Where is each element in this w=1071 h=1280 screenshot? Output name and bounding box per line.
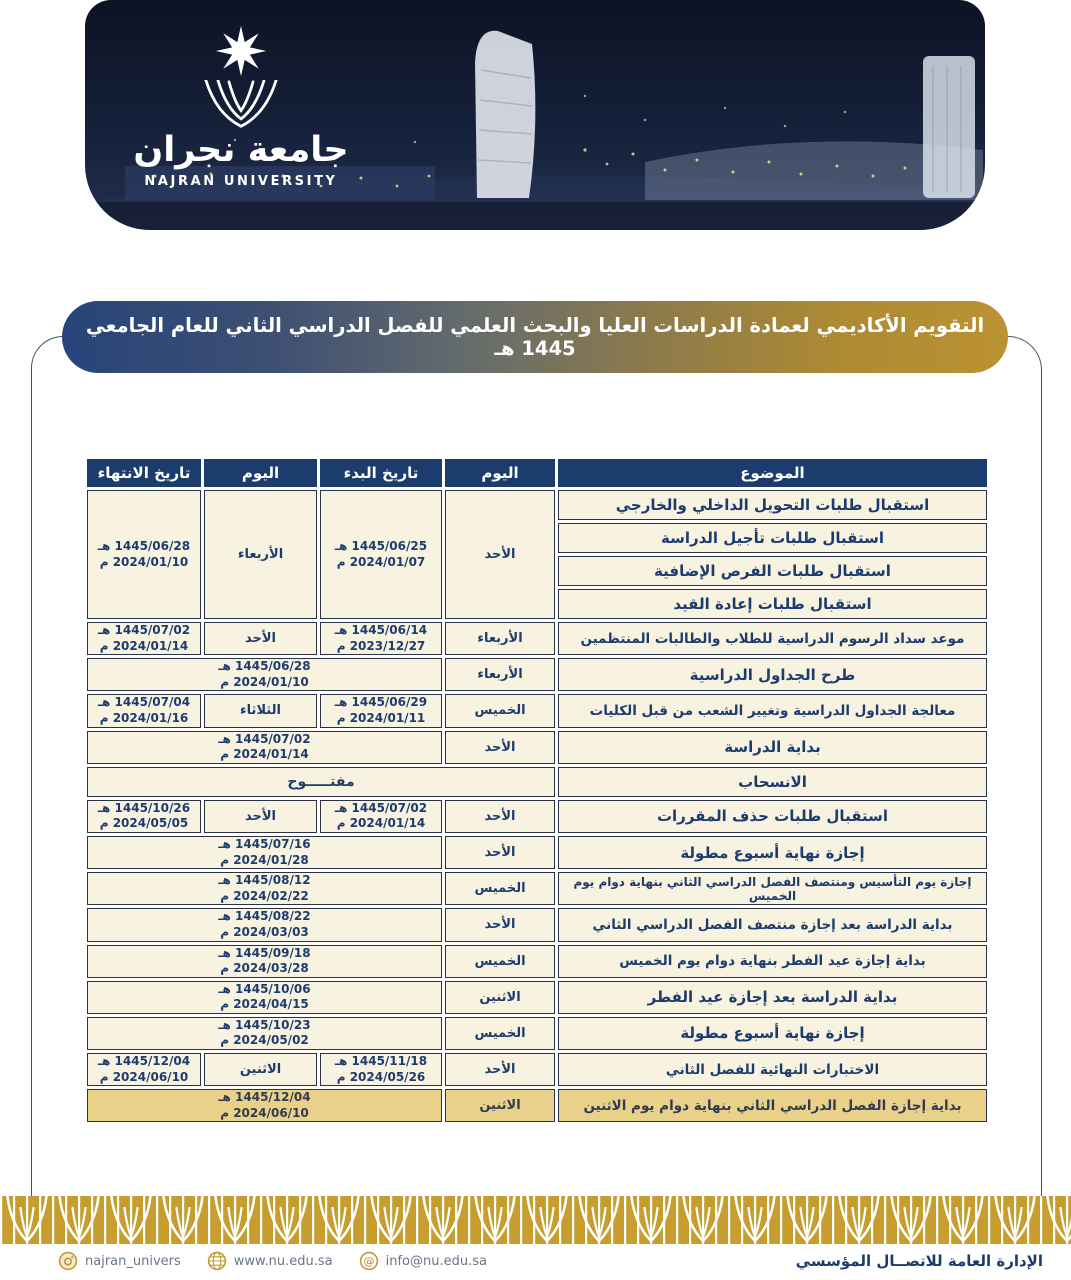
col-subject: الموضوع <box>558 459 987 487</box>
subject-cell: الاختبارات النهائية للفصل الثاني <box>558 1053 987 1086</box>
date-cell: 1445/12/04 هـ 2024/06/10 م <box>87 1053 201 1086</box>
right-connector-line <box>1008 336 1042 1197</box>
subject-cell: بداية الدراسة <box>558 731 987 764</box>
day-cell: الأحد <box>445 908 555 941</box>
table-header-row <box>87 459 987 487</box>
website-text: www.nu.edu.sa <box>233 1253 333 1269</box>
university-logo <box>125 22 357 189</box>
footer-department: الإدارة العامة للاتصــال المؤسسي <box>795 1252 1043 1270</box>
email-text: info@nu.edu.sa <box>385 1253 487 1269</box>
table-row <box>87 694 987 727</box>
date-cell: 1445/11/18 هـ 2024/05/26 م <box>320 1053 442 1086</box>
col-start-date: تاريخ البدء <box>320 459 442 487</box>
table-row <box>87 622 987 655</box>
day-cell: الثلاثاء <box>204 694 317 727</box>
table-row <box>87 836 987 869</box>
logo-english-name: NAJRAN UNIVERSITY <box>144 173 338 189</box>
day-cell: الأحد <box>445 836 555 869</box>
subject-cell: معالجة الجداول الدراسية وتغيير الشعب من قبل الكليات <box>558 694 987 727</box>
col-end-date: تاريخ الانتهاء <box>87 459 201 487</box>
subject-cell: استقبال طلبات حذف المقررات <box>558 800 987 833</box>
subject-cell: الانسحاب <box>558 767 987 797</box>
subject-cell: إجازة يوم التأسيس ومنتصف الفصل الدراسي الثاني بنهاية دوام يوم الخميس <box>558 872 987 905</box>
subject-cell: بداية الدراسة بعد إجازة عيد الفطر <box>558 981 987 1014</box>
logo-arabic-name: جامعة نجران <box>133 130 349 170</box>
subject-cell: طرح الجداول الدراسية <box>558 658 987 691</box>
day-cell: الخميس <box>445 872 555 905</box>
open-cell: مفتـــــوح <box>87 767 555 797</box>
merged-date-cell: 1445/08/12 هـ 2024/02/22 م <box>87 872 442 905</box>
subject-cell: بداية الدراسة بعد إجازة منتصف الفصل الدراسي الثاني <box>558 908 987 941</box>
table-row <box>87 981 987 1014</box>
social-handle-text: najran_univers <box>85 1253 181 1269</box>
date-cell: 1445/06/29 هـ 2024/01/11 م <box>320 694 442 727</box>
day-cell: الأحد <box>204 800 317 833</box>
table-row <box>87 945 987 978</box>
table-row <box>87 1017 987 1050</box>
day-cell: الأحد <box>445 800 555 833</box>
day-cell: الأحد <box>445 1053 555 1086</box>
table-row <box>87 658 987 691</box>
merged-date-cell: 1445/06/28 هـ 2024/01/10 م <box>87 658 442 691</box>
date-cell: 1445/07/02 هـ 2024/01/14 م <box>87 622 201 655</box>
subject-cell: بداية إجازة عيد الفطر بنهاية دوام يوم الخميس <box>558 945 987 978</box>
table-row-highlighted <box>87 1089 987 1122</box>
table-row <box>87 800 987 833</box>
social-handle[interactable] <box>58 1251 181 1271</box>
date-cell: 1445/06/28 هـ 2024/01/10 م <box>87 490 201 619</box>
calendar-table <box>84 456 990 1125</box>
day-cell: الأربعاء <box>445 622 555 655</box>
table-row <box>87 731 987 764</box>
star-icon <box>211 22 271 80</box>
logo-v-motif-icon <box>199 80 283 130</box>
merged-date-cell: 1445/10/06 هـ 2024/04/15 م <box>87 981 442 1014</box>
table-row <box>87 1053 987 1086</box>
table-row <box>87 767 987 797</box>
date-cell: 1445/06/14 هـ 2023/12/27 م <box>320 622 442 655</box>
gold-motif-pattern <box>0 1196 1071 1244</box>
day-cell: الخميس <box>445 945 555 978</box>
col-end-day: اليوم <box>204 459 317 487</box>
day-cell: الاثنين <box>445 1089 555 1122</box>
date-cell: 1445/06/25 هـ 2024/01/07 م <box>320 490 442 619</box>
footer-pattern-band <box>0 1196 1071 1244</box>
title-banner <box>62 301 1008 373</box>
at-icon <box>359 1251 379 1271</box>
subject-cell: استقبال طلبات الفرص الإضافية <box>558 556 987 586</box>
left-connector-line <box>31 336 63 1197</box>
date-cell: 1445/10/26 هـ 2024/05/05 م <box>87 800 201 833</box>
day-cell: الأربعاء <box>204 490 317 619</box>
day-cell: الأحد <box>204 622 317 655</box>
day-cell: الأحد <box>445 731 555 764</box>
merged-date-cell: 1445/10/23 هـ 2024/05/02 م <box>87 1017 442 1050</box>
page-title: التقويم الأكاديمي لعمادة الدراسات العليا والبحث العلمي للفصل الدراسي الثاني للعام الجامعي 1445 هـ <box>85 314 985 360</box>
subject-cell: موعد سداد الرسوم الدراسية للطلاب والطالبات المنتظمين <box>558 622 987 655</box>
table-row <box>87 490 987 520</box>
svg-text:@: @ <box>363 1255 375 1268</box>
social-circle-icon <box>58 1251 78 1271</box>
merged-date-cell: 1445/07/16 هـ 2024/01/28 م <box>87 836 442 869</box>
globe-icon <box>207 1251 227 1271</box>
campus-photo <box>85 0 985 230</box>
email-link[interactable] <box>359 1251 487 1271</box>
day-cell: الأحد <box>445 490 555 619</box>
merged-date-cell: 1445/09/18 هـ 2024/03/28 م <box>87 945 442 978</box>
footer-contacts <box>58 1251 487 1271</box>
merged-date-cell: 1445/07/02 هـ 2024/01/14 م <box>87 731 442 764</box>
subject-cell: إجازة نهاية أسبوع مطولة <box>558 836 987 869</box>
table-row <box>87 908 987 941</box>
day-cell: الاثنين <box>204 1053 317 1086</box>
merged-date-cell: 1445/12/04 هـ 2024/06/10 م <box>87 1089 442 1122</box>
subject-cell: بداية إجازة الفصل الدراسي الثاني بنهاية دوام يوم الاثنين <box>558 1089 987 1122</box>
col-start-day: اليوم <box>445 459 555 487</box>
date-cell: 1445/07/02 هـ 2024/01/14 م <box>320 800 442 833</box>
subject-cell: استقبال طلبات التحويل الداخلي والخارجي <box>558 490 987 520</box>
day-cell: الأربعاء <box>445 658 555 691</box>
subject-cell: إجازة نهاية أسبوع مطولة <box>558 1017 987 1050</box>
date-cell: 1445/07/04 هـ 2024/01/16 م <box>87 694 201 727</box>
day-cell: الاثنين <box>445 981 555 1014</box>
table-row <box>87 872 987 905</box>
day-cell: الخميس <box>445 1017 555 1050</box>
subject-cell: استقبال طلبات إعادة القيد <box>558 589 987 619</box>
day-cell: الخميس <box>445 694 555 727</box>
website-link[interactable] <box>207 1251 333 1271</box>
subject-cell: استقبال طلبات تأجيل الدراسة <box>558 523 987 553</box>
merged-date-cell: 1445/08/22 هـ 2024/03/03 م <box>87 908 442 941</box>
